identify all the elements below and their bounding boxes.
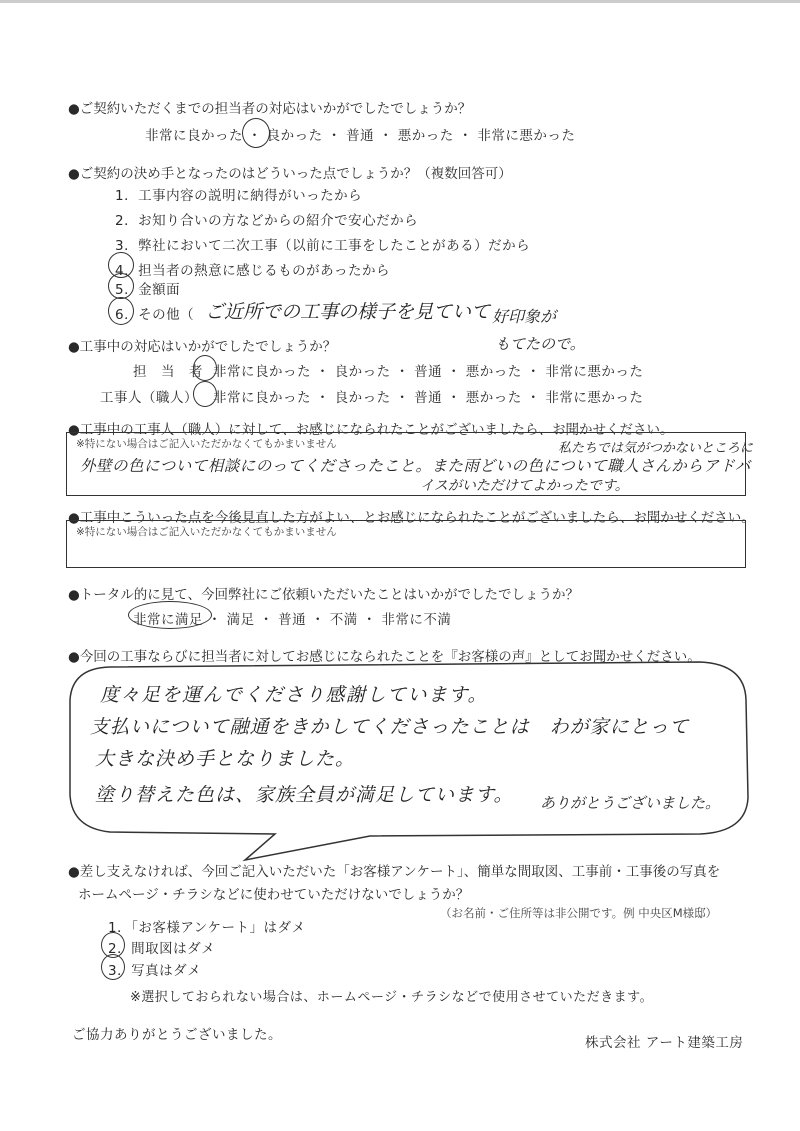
q5-question: ●工事中こういった点を今後見直した方がよい、とお感じになられたことがございましたら、お聞かせください。	[68, 510, 755, 526]
q6-options: 非常に満足 ・ 満足 ・ 普通 ・ 不満 ・ 非常に不満	[133, 612, 452, 628]
q2-item-1: 1．工事内容の説明に納得がいったから	[115, 188, 363, 204]
q3-question: ●工事中の対応はいかがでしたでしょうか？	[68, 339, 337, 355]
q1-options: 非常に良かった ・ 良かった ・ 普通 ・ 悪かった ・ 非常に悪かった	[145, 128, 576, 144]
q2-other-handwritten-2: 好印象が	[492, 307, 557, 326]
q2-other-handwritten-3: もてたので。	[495, 335, 585, 353]
q3-row-options-worker: 非常に良かった ・ 良かった ・ 普通 ・ 悪かった ・ 非常に悪かった	[213, 390, 644, 406]
q8-item-1: 1．「お客様アンケート」はダメ	[108, 920, 306, 936]
q7-voice-line-4: 塗り替えた色は、家族全員が満足しています。	[95, 784, 514, 806]
q8-item-3-circle	[101, 954, 125, 980]
q3-row-label-worker: 工事人（職人）	[100, 390, 198, 406]
q2-item-4: 4．担当者の熱意に感じるものがあったから	[115, 263, 390, 279]
q7-voice-line-1: 度々足を運んでくださり感謝しています。	[100, 684, 488, 706]
q4-answer-line1: 外壁の色について相談にのってくださったこと。また雨どいの色について職人さんからアドバ	[80, 457, 751, 475]
q8-item-2: 2．間取図はダメ	[108, 941, 216, 957]
q2-item-6: 6．その他（	[115, 307, 195, 323]
q4-answer-line1-top: 私たちでは気がつかないところに	[558, 441, 753, 456]
q8-footnote: ※選択しておられない場合は、ホームページ・チラシなどで使用させていただきます。	[130, 990, 654, 1005]
q5-note: ※特にない場合はご記入いただかなくてもかまいません	[76, 526, 337, 538]
q4-note: ※特にない場合はご記入いただかなくてもかまいません	[76, 438, 337, 450]
q8-item-3: 3．写真はダメ	[108, 963, 202, 979]
q8-question-line1: ●差し支えなければ、今回ご記入いただいた「お客様アンケート」、簡単な間取図、工事前・工事後の写真を	[68, 864, 721, 880]
q6-question: ●トータル的に見て、今回弊社にご依頼いただいたことはいかがでしたでしょうか？	[68, 587, 580, 603]
q2-other-handwritten: ご近所での工事の様子を見ていて	[205, 301, 491, 323]
q2-item-2: 2．お知り合いの方などからの紹介で安心だから	[115, 213, 419, 229]
q3-row-label-staff: 担 当 者	[133, 364, 203, 380]
q7-voice-line-3: 大きな決め手となりました。	[95, 748, 356, 770]
footer-company: 株式会社 アート建築工房	[585, 1035, 744, 1051]
q8-privacy-note: （お名前・ご住所等は非公開です。例 中央区M様邸）	[440, 906, 718, 920]
q7-question: ●今回の工事ならびに担当者に対してお感じになられたことを『お客様の声』としてお聞かせください。	[68, 649, 701, 665]
q4-answer-line2: イスがいただけてよかったです。	[420, 478, 629, 494]
q7-voice-thanks: ありがとうございました。	[540, 794, 721, 812]
q3-row-options-staff: 非常に良かった ・ 良かった ・ 普通 ・ 悪かった ・ 非常に悪かった	[213, 364, 644, 380]
q2-item-5: 5．金額面	[115, 282, 181, 298]
q7-voice-line-2: 支払いについて融通をきかしてくださったことは わが家にとって	[90, 716, 690, 738]
q2-item-3: 3．弊社において二次工事（以前に工事をしたことがある）だから	[115, 238, 531, 254]
q1-question: ●ご契約いただくまでの担当者の対応はいかがでしたでしょうか？	[68, 101, 472, 117]
q2-question: ●ご契約の決め手となったのはどういった点でしょうか？（複数回答可）	[68, 166, 512, 182]
footer-thanks: ご協力ありがとうございました。	[72, 1027, 282, 1043]
q8-question-line2: ホームページ・チラシなどに使わせていただけないでしょうか？	[78, 887, 470, 903]
q4-question: ●工事中の工事人（職人）に対して、お感じになられたことがございましたら、お聞かせください。	[68, 422, 674, 438]
